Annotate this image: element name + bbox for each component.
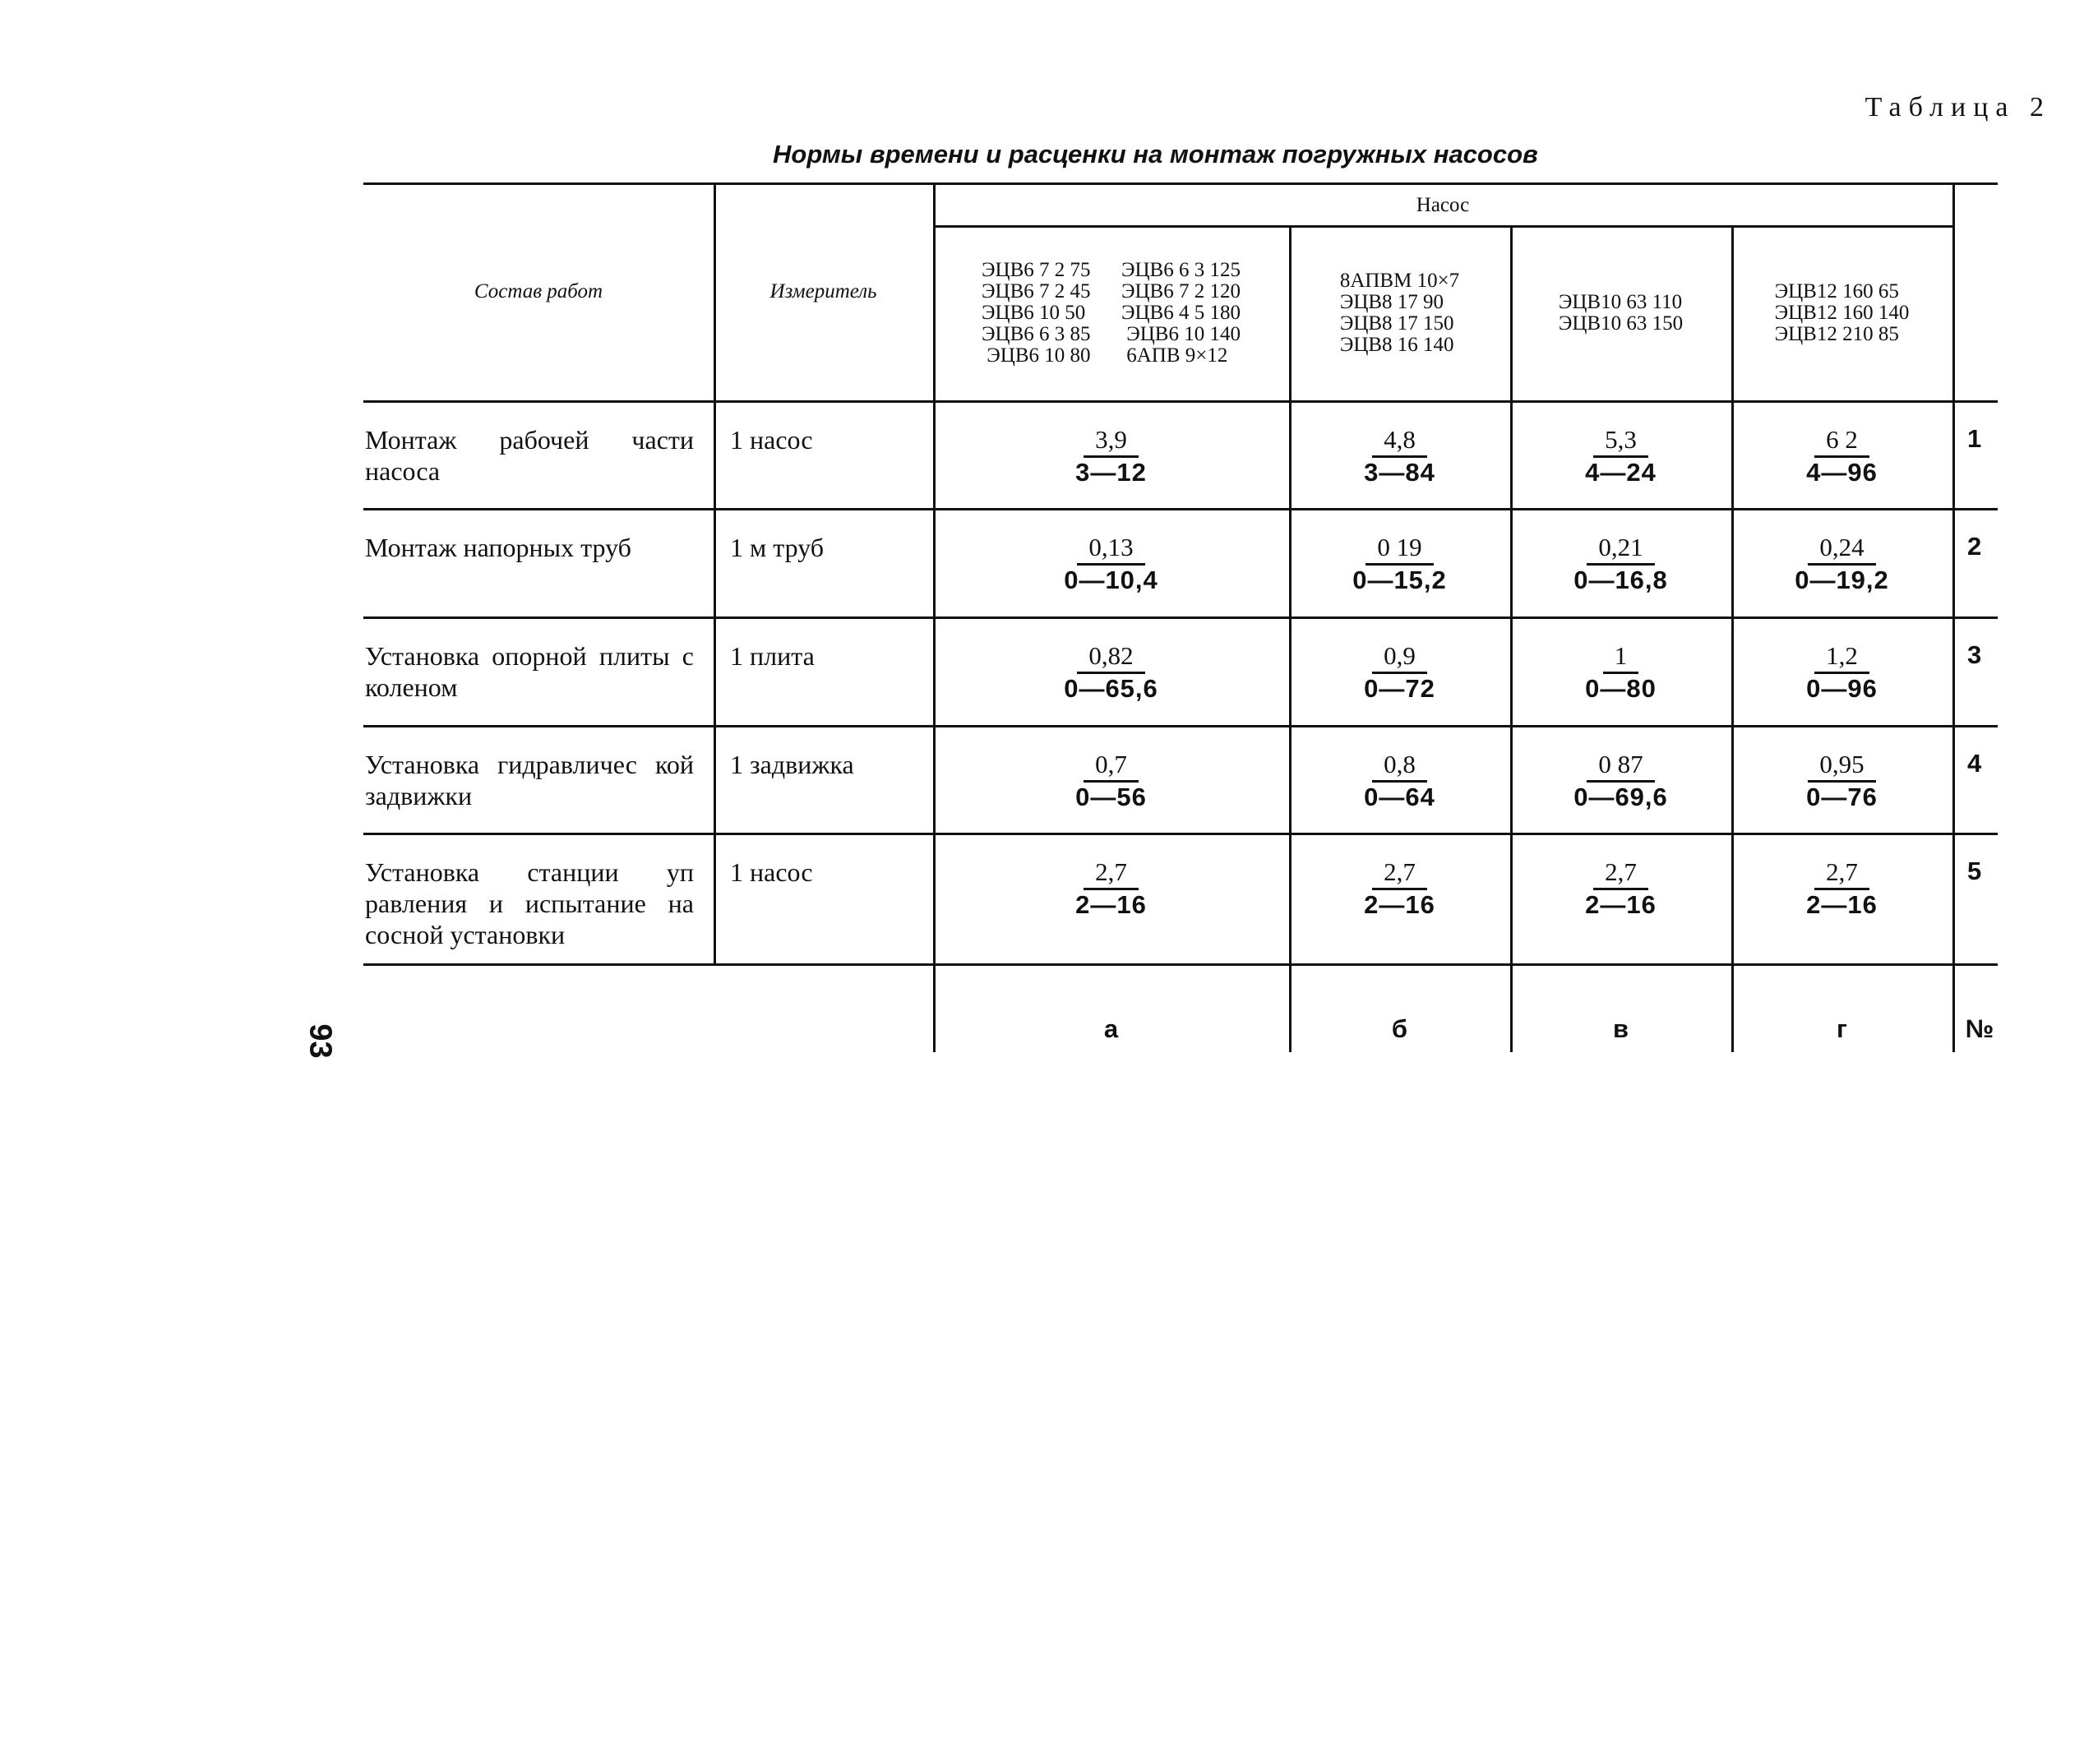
measure-unit: 1 насос <box>730 425 813 455</box>
rate-cell <box>1289 426 1510 492</box>
time-norm: 2,7 <box>1084 858 1139 890</box>
rate-fraction <box>1731 750 1952 812</box>
rate-price: 0—96 <box>1806 674 1878 703</box>
rate-price: 0—56 <box>1075 783 1147 811</box>
rate-cell <box>933 533 1289 599</box>
row-rule-2 <box>363 616 1998 619</box>
rate-fraction <box>933 642 1289 704</box>
work-description: Установка станции уп равления и испытание на сосной установки <box>365 857 694 949</box>
rate-price: 0—76 <box>1806 783 1878 811</box>
header-models-b: 8АПВМ 10×7 ЭЦВ8 17 90 ЭЦВ8 17 150 ЭЦВ8 16 140 <box>1339 269 1460 356</box>
time-norm: 0 19 <box>1365 533 1433 566</box>
time-norm: 0,95 <box>1808 750 1875 783</box>
rate-fraction <box>1731 426 1952 487</box>
rate-price: 4—96 <box>1806 458 1878 487</box>
row-number: 3 <box>1967 640 1982 669</box>
rate-fraction <box>1289 642 1510 704</box>
rate-price: 3—84 <box>1364 458 1435 487</box>
rate-fraction <box>1510 426 1731 487</box>
rate-price: 0—64 <box>1364 783 1435 811</box>
rate-fraction <box>1289 533 1510 595</box>
column-letter: в <box>1612 1014 1629 1043</box>
measure-unit: 1 задвижка <box>730 750 854 779</box>
header-bottom-rule <box>363 400 1998 403</box>
page-number: 93 <box>303 1023 338 1059</box>
rate-price: 2—16 <box>1364 890 1435 919</box>
rate-price: 2—16 <box>1075 890 1147 919</box>
rate-fraction <box>1510 858 1731 920</box>
row-rule-4 <box>363 833 1998 835</box>
header-models-d: ЭЦВ12 160 65 ЭЦВ12 160 140 ЭЦВ12 210 85 <box>1774 279 1910 345</box>
work-description: Монтаж рабочей части насоса <box>365 425 694 486</box>
row-number: 1 <box>1967 424 1982 453</box>
rate-cell <box>1289 642 1510 708</box>
rate-fraction <box>1731 533 1952 595</box>
time-norm: 0,7 <box>1084 750 1139 783</box>
rate-cell <box>1510 858 1731 924</box>
rate-fraction <box>1289 426 1510 487</box>
header-models-c: ЭЦВ10 63 110 ЭЦВ10 63 150 <box>1558 290 1684 335</box>
rate-cell <box>1510 426 1731 492</box>
time-norm: 0,9 <box>1372 642 1427 674</box>
col-rule-b <box>1289 400 1292 1052</box>
measure-unit: 1 плита <box>730 641 815 671</box>
rate-fraction <box>933 533 1289 595</box>
row-rule-3 <box>363 725 1998 727</box>
time-norm: 0,21 <box>1587 533 1654 566</box>
rate-price: 0—15,2 <box>1352 566 1447 594</box>
time-norm: 5,3 <box>1593 426 1648 458</box>
rate-cell <box>1731 858 1952 924</box>
rate-cell <box>933 750 1289 816</box>
header-measure: Измеритель <box>769 279 877 302</box>
rate-fraction <box>933 858 1289 920</box>
time-norm: 0,24 <box>1808 533 1875 566</box>
column-letter: г <box>1837 1014 1847 1043</box>
rate-fraction <box>1731 642 1952 704</box>
row-number: 4 <box>1967 749 1982 778</box>
measure-unit: 1 м труб <box>730 533 825 562</box>
work-description: Установка опорной плиты с коленом <box>365 641 694 702</box>
header-work: Состав работ <box>474 279 603 302</box>
rate-cell <box>1731 750 1952 816</box>
time-norm: 1 <box>1603 642 1639 674</box>
rate-price: 0—80 <box>1585 674 1657 703</box>
work-description: Монтаж напорных труб <box>365 533 631 562</box>
rate-cell <box>1510 533 1731 599</box>
rate-price: 3—12 <box>1075 458 1147 487</box>
rate-price: 0—19,2 <box>1795 566 1889 594</box>
rate-price: 0—72 <box>1364 674 1435 703</box>
rate-fraction <box>933 426 1289 487</box>
time-norm: 0,13 <box>1077 533 1144 566</box>
col-rule-no <box>1952 182 1955 1052</box>
rate-cell <box>933 642 1289 708</box>
time-norm: 3,9 <box>1084 426 1139 458</box>
rate-fraction <box>933 750 1289 812</box>
rate-fraction <box>1510 642 1731 704</box>
work-description: Установка гидравличес кой задвижки <box>365 750 694 810</box>
column-letter: а <box>1103 1014 1119 1043</box>
rate-cell <box>1289 750 1510 816</box>
rate-cell <box>1510 750 1731 816</box>
time-norm: 0,8 <box>1372 750 1427 783</box>
rate-cell <box>933 426 1289 492</box>
rate-price: 0—65,6 <box>1064 674 1158 703</box>
rate-cell <box>1289 533 1510 599</box>
number-column-label: № <box>1965 1014 1994 1043</box>
rate-cell <box>1731 533 1952 599</box>
row-number: 5 <box>1967 857 1982 885</box>
rate-price: 2—16 <box>1806 890 1878 919</box>
rate-price: 4—24 <box>1585 458 1657 487</box>
time-norm: 4,8 <box>1372 426 1427 458</box>
rate-cell <box>1510 642 1731 708</box>
header-pump-group: Насос <box>1416 194 1470 216</box>
time-norm: 2,7 <box>1372 858 1427 890</box>
document-title: Нормы времени и расценки на монтаж погружных насосов <box>773 140 1538 169</box>
time-norm: 0,82 <box>1077 642 1144 674</box>
header-models-a: ЭЦВ6 7 2 75 ЭЦВ6 6 3 125 ЭЦВ6 7 2 45 ЭЦВ6 7 2 120 ЭЦВ6 10 50 ЭЦВ6 4 5 180 ЭЦВ6 6 3 85 ЭЦВ6 10 140 ЭЦВ6 10 80 6АПВ 9×12 <box>982 258 1241 367</box>
rate-price: 0—10,4 <box>1064 566 1158 594</box>
time-norm: 6 2 <box>1814 426 1869 458</box>
column-letter: б <box>1391 1014 1408 1043</box>
row-number: 2 <box>1967 532 1982 561</box>
table-label: Таблица 2 <box>1865 92 2051 122</box>
rate-fraction <box>1510 750 1731 812</box>
rate-cell <box>933 858 1289 924</box>
rate-fraction <box>1731 858 1952 920</box>
time-norm: 2,7 <box>1814 858 1869 890</box>
rate-fraction <box>1289 750 1510 812</box>
time-norm: 2,7 <box>1593 858 1648 890</box>
row-rule-1 <box>363 508 1998 510</box>
rate-price: 0—16,8 <box>1573 566 1668 594</box>
rate-fraction <box>1289 858 1510 920</box>
time-norm: 1,2 <box>1814 642 1869 674</box>
rate-cell <box>1731 426 1952 492</box>
row-rule-5 <box>363 963 1998 966</box>
rate-cell <box>1731 642 1952 708</box>
rate-price: 2—16 <box>1585 890 1657 919</box>
measure-unit: 1 насос <box>730 857 813 887</box>
rate-price: 0—69,6 <box>1573 783 1668 811</box>
time-norm: 0 87 <box>1587 750 1654 783</box>
rate-cell <box>1289 858 1510 924</box>
rate-fraction <box>1510 533 1731 595</box>
